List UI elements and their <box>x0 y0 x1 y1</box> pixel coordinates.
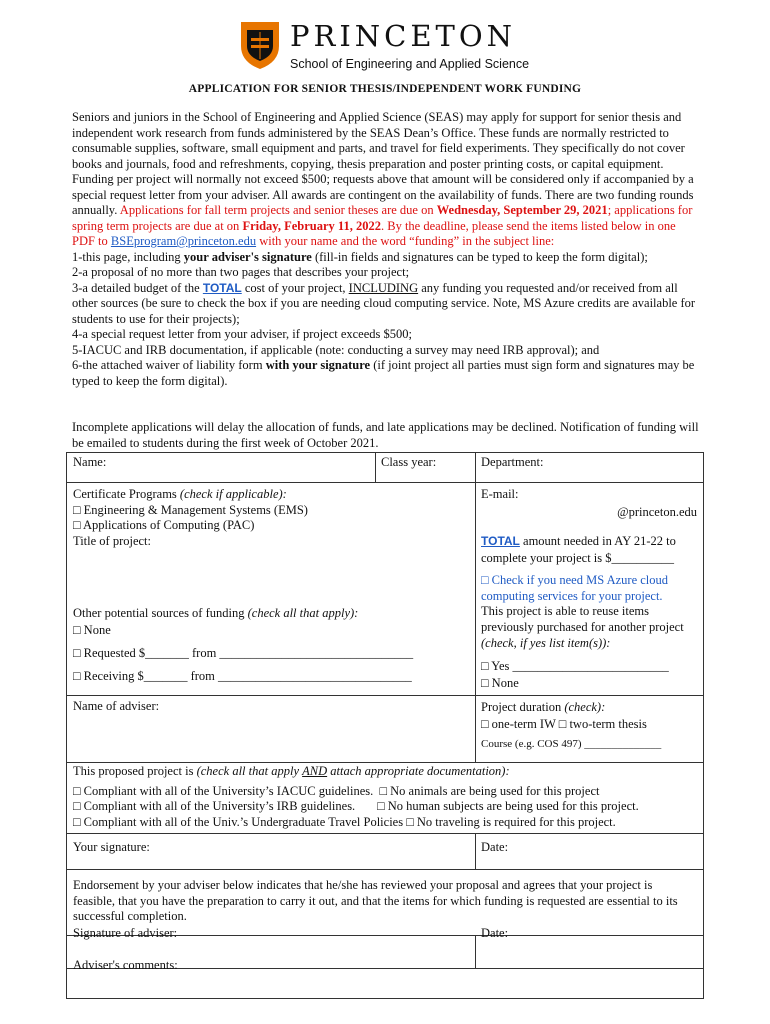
total-needed-field[interactable]: TOTAL amount needed in AY 21-22 to complete your project is $__________ <box>481 534 676 565</box>
reuse-items: This project is able to reuse items previously purchased for another project (check, if yes list item(s)): <box>481 604 684 650</box>
reuse-yes-checkbox[interactable]: □ Yes _________________________ <box>481 659 669 673</box>
no-humans-checkbox[interactable]: □ No human subjects are being used for this project. <box>377 799 639 813</box>
school-name: School of Engineering and Applied Science <box>290 57 530 71</box>
endorsement-text: Endorsement by your adviser below indicates that he/she has reviewed your proposal and agrees that your project is feasible, that you have the preparation to carry it out, and that the items for which funding is requested are essential to its successful completion. <box>73 878 678 923</box>
name-field[interactable]: Name: <box>73 455 107 469</box>
azure-checkbox[interactable]: □ Check if you need MS Azure cloud computing services for your project. <box>481 573 669 603</box>
adviser-name-field[interactable]: Name of adviser: <box>73 699 160 713</box>
list-item: 2-a proposal of no more than two pages that describes your project; <box>72 265 410 279</box>
adviser-date-field[interactable]: Date: <box>481 926 509 940</box>
reuse-none-checkbox[interactable]: □ None <box>481 676 519 690</box>
list-item: 5-IACUC and IRB documentation, if applicable (note: conducting a survey may need IRB approval); and <box>72 342 600 357</box>
list-item: 4-a special request letter from your adviser, if project exceeds $500; <box>72 327 412 341</box>
adviser-signature-field[interactable]: Signature of adviser: <box>73 926 178 940</box>
compliance-block: This proposed project is (check all that apply AND attach appropriate documentation): □ Compliant with all of the University’s IACUC guidelines. □ No animals are being used for this project □ Compliant with all of the University’s IRB guidelines. □ No human subjects are being used for this project. □ Compliant with all of the Univ.’s Undergraduate Travel Policies □ No traveling is required for this project. <box>73 764 639 829</box>
instructions <box>72 110 700 389</box>
cert-ems-checkbox[interactable]: □ Engineering & Management Systems (EMS) <box>73 502 308 517</box>
reuse-options <box>475 658 703 692</box>
certificate-programs: Certificate Programs (check if applicable): □ Engineering & Management Systems (EMS) □ Applications of Computing (PAC) Title of project: <box>67 487 475 549</box>
page-title: APPLICATION FOR SENIOR THESIS/INDEPENDENT WORK FUNDING <box>188 83 582 95</box>
receiving-checkbox[interactable]: □ Receiving $_______ from _______________________________ <box>73 669 412 683</box>
project-title-field[interactable]: Title of project: <box>73 533 152 548</box>
email-domain: @princeton.edu <box>617 504 697 519</box>
cert-pac-checkbox[interactable]: □ Applications of Computing (PAC) <box>73 518 255 532</box>
date-field[interactable]: Date: <box>481 840 509 854</box>
list-item: 6-the attached waiver of liability form with your signature (if joint project all parties must sign form and signatures may be typed to keep the form digital). <box>72 358 695 388</box>
intro-paragraph: Seniors and juniors in the School of Engineering and Applied Science (SEAS) may apply for support for senior thesis and independent work research from funds administered by the SEAS Dean’s Office. These funds are normally restricted to consumable supplies, software, small equipment and parts, and travel for field experiments. They specifically do not cover books and journals, food and refreshments, copying, thesis preparation and poster printing costs, or capital equipment. Funding per project will normally not exceed $500; requests above that amount will be considered only if accompanied by a special request letter from your adviser. All awards are contingent on the availability of funds. There are two funding rounds annually. Applications for fall term projects and senior theses are due on Wednesday, September 29, 2021; applications for spring term projects are due at on Friday, February 11, 2022. By the deadline, please send the items listed below in one PDF to BSEprogram@princeton.edu with your name and the word “funding” in the subject line: <box>72 110 694 248</box>
iacuc-checkbox[interactable]: □ Compliant with all of the University’s IACUC guidelines. <box>73 783 374 798</box>
email-field[interactable]: E-mail: <box>481 487 519 501</box>
project-duration: Project duration (check): □ one-term IW □ two-term thesis Course (e.g. COS 497) ______________ <box>475 699 703 753</box>
email-link[interactable]: BSEprogram@princeton.edu <box>110 234 257 248</box>
duration-checkboxes[interactable]: □ one-term IW □ two-term thesis <box>481 716 647 731</box>
no-travel-checkbox[interactable]: □ No traveling is required for this project. <box>406 814 616 829</box>
email-block <box>475 487 703 520</box>
princeton-wordmark: PRINCETON <box>290 19 517 53</box>
incomplete-notice: Incomplete applications will delay the allocation of funds, and late applications may be declined. Notification of funding will be emailed to students during the first week of October 2021. <box>72 420 699 450</box>
princeton-shield-logo <box>239 18 281 70</box>
no-animals-checkbox[interactable]: □ No animals are being used for this project <box>379 783 600 798</box>
list-item: 1-this page, including your adviser's signature (fill-in fields and signatures can be typed to keep the form digital); <box>72 249 648 264</box>
class-year-field[interactable]: Class year: <box>381 455 437 469</box>
application-form <box>66 452 704 999</box>
irb-checkbox[interactable]: □ Compliant with all of the University’s IRB guidelines. <box>73 799 356 813</box>
none-checkbox[interactable]: □ None <box>73 623 111 637</box>
course-field[interactable]: Course (e.g. COS 497) ______________ <box>481 738 662 750</box>
travel-checkbox[interactable]: □ Compliant with all of the Univ.’s Undergraduate Travel Policies <box>73 814 404 829</box>
list-item: 3-a detailed budget of the TOTAL cost of your project, INCLUDING any funding you requested and/or received from all other sources (be sure to check the box if you are needing cloud computing service. Note, MS Azure credits are available for students to use for their projects); <box>72 280 696 326</box>
other-funding: Other potential sources of funding (check all that apply): □ None □ Requested $_______ from _______________________________ □ Receiving $_______ from _______________________________ <box>67 605 475 685</box>
department-field[interactable]: Department: <box>481 455 544 469</box>
adviser-comments-field[interactable]: Adviser's comments: <box>73 958 178 972</box>
your-signature-field[interactable]: Your signature: <box>73 840 150 854</box>
requested-checkbox[interactable]: □ Requested $_______ from _______________________________ <box>73 646 414 660</box>
